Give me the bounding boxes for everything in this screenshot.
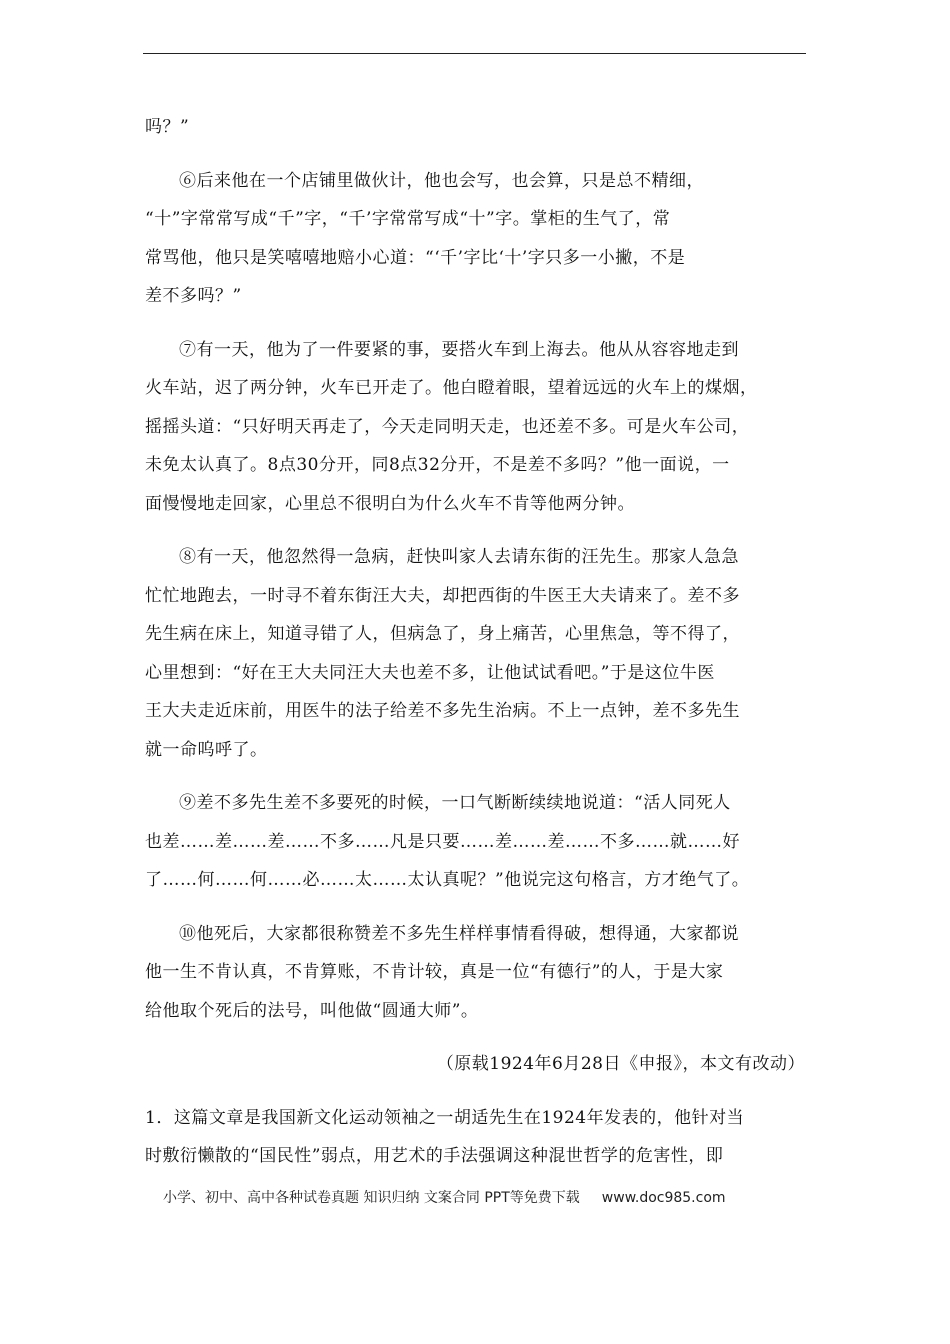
question-1 <box>145 1099 805 1176</box>
text-line: 也差……差……差……不多……凡是只要……差……差……不多……就……好 <box>145 831 740 852</box>
text-line: 了……何……何……必……太……太认真呢？”他说完这句格言，方才绝气了。 <box>145 870 750 890</box>
text-line: ⑧有一天，他忽然得一急病，赶快叫家人去请东街的汪先生。那家人急急 <box>179 547 739 567</box>
text-line: ⑨差不多先生差不多要死的时候，一口气断断续续地说道：“活人同死人 <box>179 793 731 813</box>
text-line: 忙忙地跑去，一时寻不着东街汪大夫，却把西街的牛医王大夫请来了。差不多 <box>145 585 740 606</box>
text-line: 吗？” <box>145 117 190 137</box>
page-footer <box>163 1187 803 1207</box>
text-line: 1．这篇文章是我国新文化运动领袖之一胡适先生在1924年发表的，他针对当 <box>145 1107 745 1128</box>
paragraph-10 <box>145 915 805 1031</box>
text-line: 给他取个死后的法号，叫他做“圆通大师”。 <box>145 1000 479 1021</box>
text-line: ⑦有一天，他为了一件要紧的事，要搭火车到上海去。他从从容容地走到 <box>179 339 739 360</box>
text-line: 面慢慢地走回家，心里总不很明白为什么火车不肯等他两分钟。 <box>145 493 635 514</box>
header-rule <box>143 53 806 54</box>
text-line: 他一生不肯认真，不肯算账，不肯计较，真是一位“有德行”的人，于是大家 <box>145 962 724 982</box>
paragraph-6 <box>145 162 805 316</box>
text-line: 先生病在床上，知道寻错了人，但病急了，身上痛苦，心里焦急，等不得了， <box>145 624 740 644</box>
paragraph-8 <box>145 538 805 769</box>
text-line: 常骂他，他只是笑嘻嘻地赔小心道：“‘千’字比‘十’字只多一小撇，不是 <box>145 247 686 268</box>
source-citation: （原载1924年6月28日《申报》，本文有改动） <box>436 1054 805 1074</box>
text-line: 就一命呜呼了。 <box>145 739 268 760</box>
text-line: 王大夫走近床前，用医牛的法子给差不多先生治病。不上一点钟，差不多先生 <box>145 701 740 721</box>
text-line: 心里想到：“好在王大夫同汪大夫也差不多，让他试试看吧。”于是这位牛医 <box>145 662 715 683</box>
paragraph-9 <box>145 784 805 900</box>
text-line: 摇摇头道：“只好明天再走了，今天走同明天走，也还差不多。可是火车公司， <box>145 416 750 437</box>
paragraph-5-end <box>145 108 805 147</box>
footer-text: 小学、初中、高中各种试卷真题 知识归纳 文案合同 PPT等免费下载 <box>163 1190 580 1206</box>
text-line: 时敷衍懒散的“国民性”弱点，用艺术的手法强调这种混世哲学的危害性，即 <box>145 1146 724 1166</box>
paragraph-7 <box>145 331 805 524</box>
footer-site-link[interactable]: www.doc985.com <box>601 1190 726 1206</box>
text-line: “十”字常常写成“千”字，“千’字常常写成“十”字。掌柜的生气了，常 <box>145 209 671 229</box>
document-body <box>145 108 805 1176</box>
text-line: 差不多吗？” <box>145 286 242 306</box>
text-line: 火车站，迟了两分钟，火车已开走了。他白瞪着眼，望着远远的火车上的煤烟， <box>145 378 758 398</box>
text-line: ⑩他死后，大家都很称赞差不多先生样样事情看得破，想得通，大家都说 <box>179 923 739 944</box>
text-line: 未免太认真了。8点30分开，同8点32分开，不是差不多吗？”他一面说，一 <box>145 455 730 475</box>
text-line: ⑥后来他在一个店铺里做伙计，他也会写，也会算，只是总不精细， <box>179 170 704 191</box>
